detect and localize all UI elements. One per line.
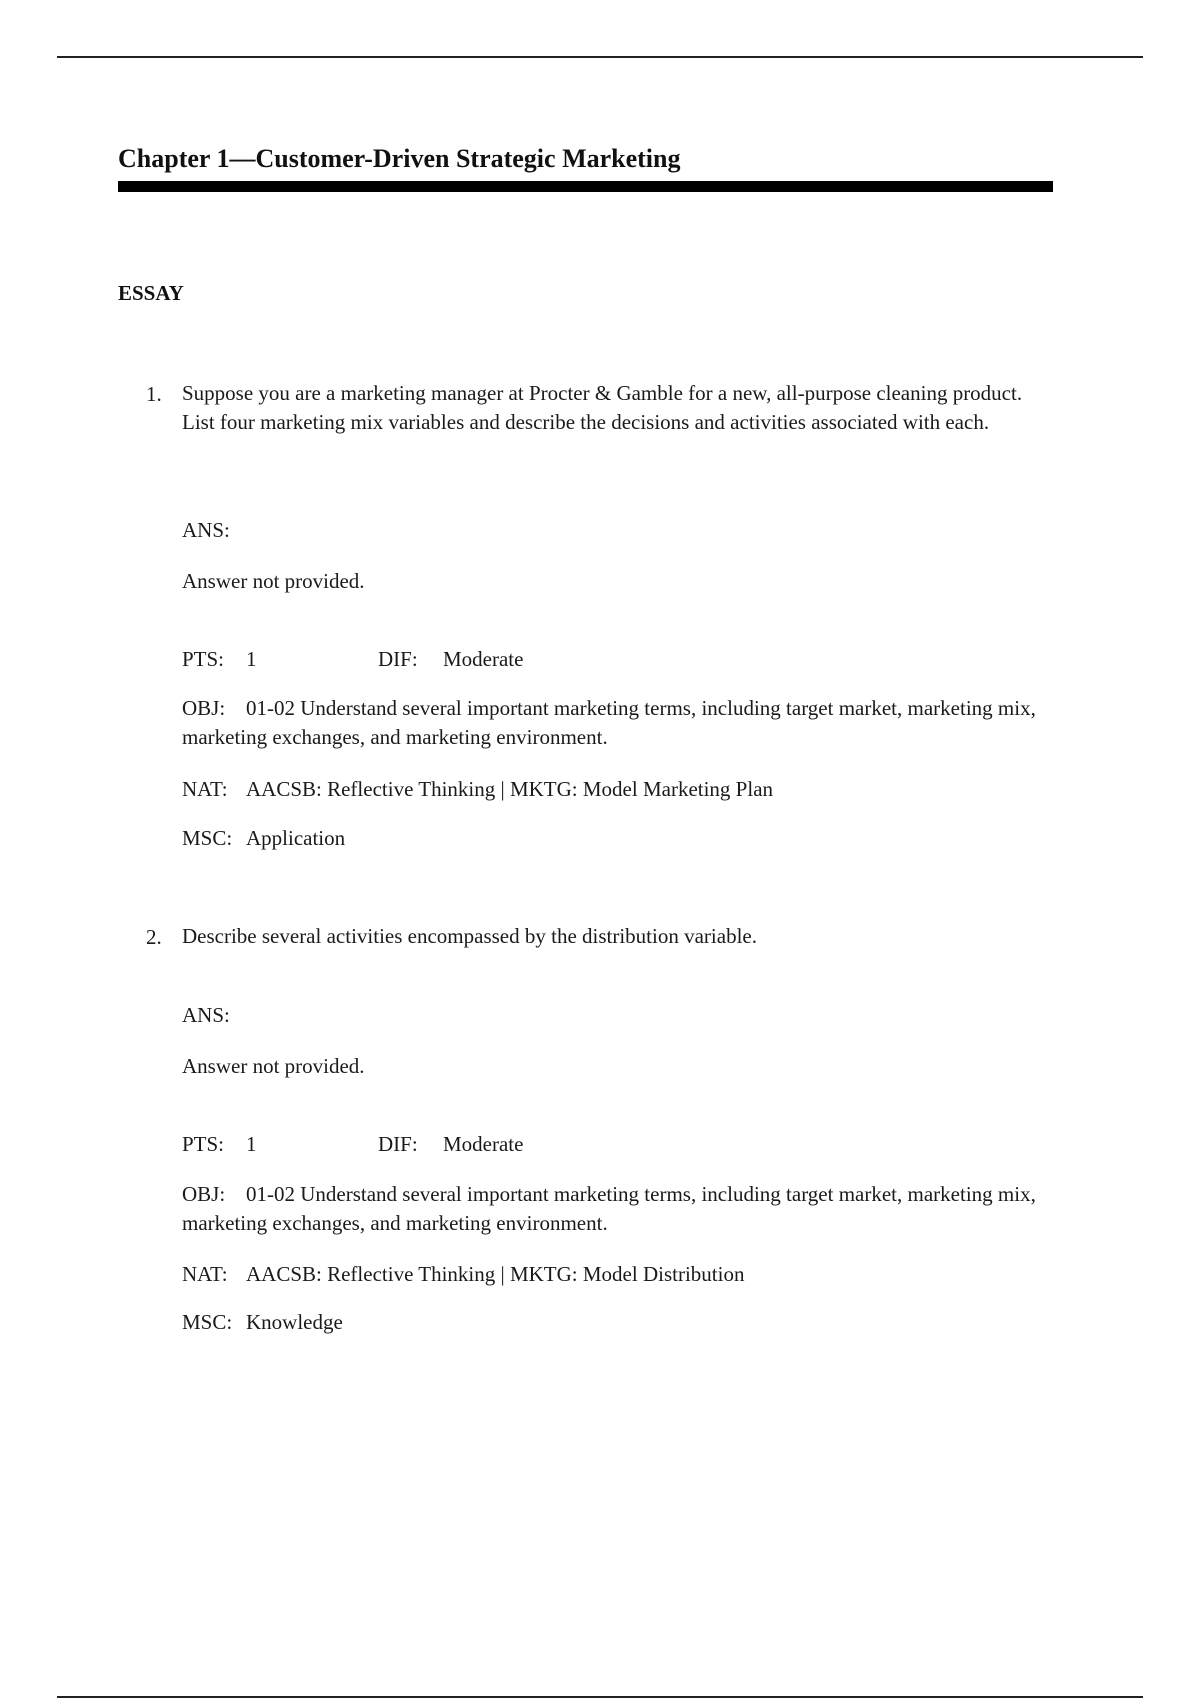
msc-label: MSC: — [182, 1310, 233, 1334]
msc-row — [182, 1310, 343, 1335]
question-number: 2. — [146, 925, 162, 949]
nat-label: NAT: — [182, 1262, 228, 1286]
msc-label: MSC: — [182, 826, 233, 850]
msc-value: Knowledge — [246, 1310, 343, 1334]
msc-value: Application — [246, 826, 346, 850]
objective-row — [182, 1180, 1042, 1238]
difficulty-label: DIF: — [378, 1132, 418, 1156]
nat-row — [182, 777, 773, 802]
objective-label: OBJ: — [182, 1182, 226, 1206]
objective-value: 01-02 Understand several important marketing terms, including target market, marketing mix, marketing exchanges, and marketing environment. — [182, 1182, 1036, 1235]
objective-label: OBJ: — [182, 696, 226, 720]
objective-value: 01-02 Understand several important marketing terms, including target market, marketing mix, marketing exchanges, and marketing environment. — [182, 696, 1036, 749]
points-value: 1 — [246, 1132, 257, 1156]
section-heading: ESSAY — [118, 281, 184, 305]
chapter-title-rule — [118, 181, 1053, 192]
points-label: PTS: — [182, 647, 225, 671]
question-number: 1. — [146, 382, 162, 406]
nat-value: AACSB: Reflective Thinking | MKTG: Model Distribution — [246, 1262, 745, 1286]
question-text: Suppose you are a marketing manager at Procter & Gamble for a new, all-purpose cleaning product. List four marketing mix variables and describe the decisions and activities associated with each. — [182, 381, 1023, 434]
page-top-rule — [57, 56, 1143, 58]
answer-label: ANS: — [182, 1003, 230, 1027]
objective-row — [182, 694, 1042, 752]
points-label: PTS: — [182, 1132, 225, 1156]
nat-value: AACSB: Reflective Thinking | MKTG: Model Marketing Plan — [246, 777, 774, 801]
msc-row — [182, 826, 345, 851]
chapter-title: Chapter 1—Customer-Driven Strategic Marketing — [118, 144, 681, 173]
points-value: 1 — [246, 647, 257, 671]
answer-text: Answer not provided. — [182, 569, 365, 593]
answer-text: Answer not provided. — [182, 1054, 365, 1078]
difficulty-value: Moderate — [443, 1132, 524, 1156]
nat-label: NAT: — [182, 777, 228, 801]
question-text: Describe several activities encompassed by the distribution variable. — [182, 924, 757, 948]
difficulty-value: Moderate — [443, 647, 524, 671]
difficulty-label: DIF: — [378, 647, 418, 671]
page-bottom-rule — [57, 1696, 1143, 1698]
answer-label: ANS: — [182, 518, 230, 542]
nat-row — [182, 1262, 744, 1287]
